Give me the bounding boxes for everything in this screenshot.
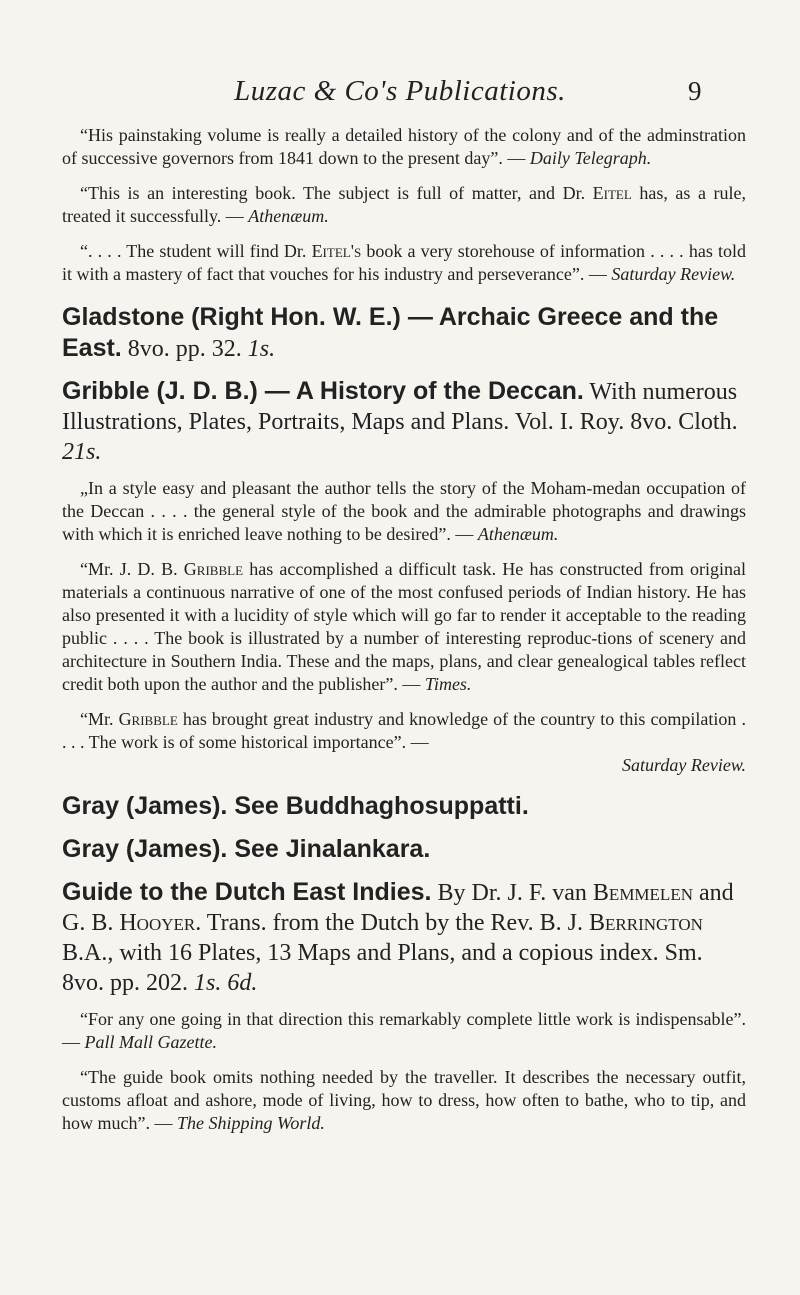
catalogue-entry-gray-buddhaghosuppatti [62,791,746,822]
quote-source: Saturday Review. [622,755,746,775]
review-quote: “. . . . The student will find Dr. Eitel's book a very storehouse of information . . . . has told it with a mastery of fact that vouches for his industry and perseverance”. — Saturday Review. [62,241,746,284]
quote-source: Pall Mall Gazette. [84,1032,217,1052]
entry-heading: Guide to the Dutch East Indies. [62,878,432,906]
author-name: Gribble [118,709,178,729]
review-quote: “For any one going in that direction this remarkably complete little work is indispensable”. — Pall Mall Gazette. [62,1009,746,1052]
entry-title: — Archaic Greece and the East. [62,303,719,362]
catalogue-entry-gray-jinalankara [62,834,746,865]
author-name: Bemmelen [592,880,693,906]
entry-price: 1s. 6d. [194,970,258,996]
review-quote: “Mr. J. D. B. Gribble has accomplished a difficult task. He has constructed from original materials a continuous narrative of one of the most confused periods of Indian history. He has also presented it with a lucidity of style which will go far to render it acceptable to the reading public . . . . The book is illustrated by a number of interesting reproduc-tions of scenery and architecture in Southern India. These and the maps, plans, and clear genealogical tables reflect credit both upon the author and the publisher”. — Times. [62,559,746,694]
quote-source: Athenæum. [248,206,329,226]
translator-name: Berrington [589,910,703,936]
review-quote: “This is an interesting book. The subject is full of matter, and Dr. Eitel has, as a rule, treated it successfully. — Athenæum. [62,183,746,226]
author-name: Gribble [183,559,244,579]
running-title: Luzac & Co's Publications. [234,75,566,107]
entry-heading: Gladstone (Right Hon. W. E.) [62,303,401,331]
author-name: Hooyer [119,910,196,936]
quote-source: Times. [424,674,472,694]
quote-source: Athenæum. [477,524,559,544]
entry-heading: Gribble (J. D. B.) — A History of the Deccan. [62,377,584,405]
quote-source: Saturday Review. [611,264,736,284]
entry-price: 1s. [247,336,276,362]
catalogue-entry-guide-dutch-east-indies: Guide to the Dutch East Indies. By Dr. J. F. van Bemmelen and G. B. Hooyer. Trans. from the Dutch by the Rev. B. J. Berrington B.A., with 16 Plates, 13 Maps and Plans, and a copious index. Sm. 8vo. pp. 202. 1s. 6d. [62,878,734,996]
author-name: Eitel [592,183,632,203]
quote-source: The Shipping World. [176,1113,325,1133]
catalogue-entry-gribble: Gribble (J. D. B.) — A History of the Deccan. With numerous Illustrations, Plates, Portraits, Maps and Plans. Vol. I. Roy. 8vo. Cloth. 21s. [62,377,738,465]
quote-source: Daily Telegraph. [529,148,652,168]
entry-price: 21s. [62,439,102,465]
author-name: Eitel's [311,241,362,261]
page-number: 9 [688,76,702,106]
review-quote: “The guide book omits nothing needed by the traveller. It describes the necessary outfit, customs afloat and ashore, mode of living, how to dress, how often to bathe, who to tip, and how much”. — The Shipping World. [62,1067,746,1133]
review-quote: “Mr. Gribble has brought great industry and knowledge of the country to this compilation . . . . The work is of some historical importance”. — [62,709,746,752]
catalogue-entry-gladstone: Gladstone (Right Hon. W. E.) — Archaic Greece and the East. 8vo. pp. 32. 1s. [62,303,719,362]
page-content [62,124,746,1147]
review-quote: “His painstaking volume is really a detailed history of the colony and of the adminstration of successive governors from 1841 down to the present day”. — Daily Telegraph. [62,125,746,168]
entry-heading: Gray (James). See Buddhaghosuppatti. [62,792,529,820]
entry-heading: Gray (James). See Jinalankara. [62,835,431,863]
review-quote: „In a style easy and pleasant the author tells the story of the Moham-medan occupation of the Deccan . . . . the general style of the book and the admirable photographs and drawings with which it is enriched leave nothing to be desired”. — Athenæum. [62,478,746,544]
